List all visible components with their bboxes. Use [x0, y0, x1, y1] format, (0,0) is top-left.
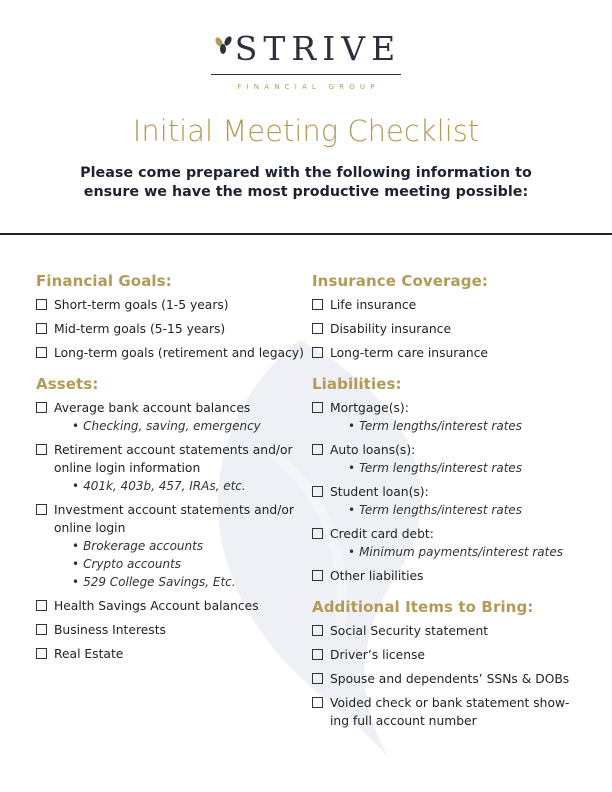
item-detail: • Minimum payments/interest rates	[330, 543, 602, 561]
checklist-item	[36, 320, 308, 338]
intro-line: ensure we have the most productive meeting possible:	[83, 184, 529, 200]
checklist-item	[36, 344, 308, 362]
item-label: Mid-term goals (5-15 years)	[54, 322, 226, 336]
item-detail: • 529 College Savings, Etc.	[54, 573, 308, 591]
checkbox[interactable]	[312, 323, 323, 334]
item-label: Retirement account statements and/or	[54, 443, 293, 457]
checkbox[interactable]	[312, 625, 323, 636]
checklist-item	[36, 296, 308, 314]
checkbox[interactable]	[312, 299, 323, 310]
checkbox[interactable]	[312, 486, 323, 497]
item-label: Investment account statements and/or	[54, 503, 294, 517]
checklist-item	[36, 501, 308, 591]
item-label: Other liabilities	[330, 569, 424, 583]
section-heading: Liabilities:	[312, 375, 402, 393]
logo-rule	[211, 74, 401, 75]
checkbox[interactable]	[36, 299, 47, 310]
checklist-item	[36, 597, 308, 615]
checklist-item	[312, 646, 602, 664]
checkbox[interactable]	[312, 570, 323, 581]
checkbox[interactable]	[36, 402, 47, 413]
checkbox[interactable]	[312, 673, 323, 684]
assets-section	[36, 375, 308, 663]
item-detail: • Crypto accounts	[54, 555, 308, 573]
checkbox[interactable]	[36, 624, 47, 635]
item-detail: • Term lengths/interest rates	[330, 501, 602, 519]
item-label: Auto loans(s):	[330, 443, 416, 457]
checkbox[interactable]	[312, 444, 323, 455]
item-detail: • Term lengths/interest rates	[330, 459, 602, 477]
item-detail: • Brokerage accounts	[54, 537, 308, 555]
checklist-item	[312, 525, 602, 561]
section-heading: Financial Goals:	[36, 272, 172, 290]
right-column	[312, 272, 602, 736]
checklist-item	[312, 441, 602, 477]
item-label: Long-term goals (retirement and legacy)	[54, 346, 304, 360]
checklist-item	[36, 645, 308, 663]
checklist-item	[312, 567, 602, 585]
checklist-item	[312, 344, 602, 362]
checkbox[interactable]	[36, 347, 47, 358]
checkbox[interactable]	[36, 444, 47, 455]
item-label: online login information	[54, 461, 201, 475]
item-label: Long-term care insurance	[330, 346, 488, 360]
item-label: Mortgage(s):	[330, 401, 409, 415]
item-label: online login	[54, 521, 126, 535]
checklist-item	[36, 399, 308, 435]
intro-line: Please come prepared with the following information to	[80, 165, 532, 181]
logo-subtitle: FINANCIAL GROUP	[237, 82, 380, 91]
left-column	[36, 272, 308, 669]
item-label: Spouse and dependents’ SSNs & DOBs	[330, 672, 570, 686]
checkbox[interactable]	[312, 697, 323, 708]
checklist-item	[312, 694, 602, 730]
item-label: Health Savings Account balances	[54, 599, 259, 613]
checklist-item	[312, 670, 602, 688]
financial-goals-section	[36, 272, 308, 362]
checklist-item	[312, 296, 602, 314]
item-label: Credit card debt:	[330, 527, 434, 541]
item-label: Driver’s license	[330, 648, 425, 662]
checkbox[interactable]	[36, 504, 47, 515]
intro-text	[0, 164, 612, 202]
item-label: Short-term goals (1-5 years)	[54, 298, 229, 312]
additional-items-section	[312, 598, 602, 730]
section-heading: Additional Items to Bring:	[312, 598, 534, 616]
divider	[0, 233, 612, 235]
leaf-logo-icon	[211, 34, 237, 64]
checkbox[interactable]	[36, 600, 47, 611]
checklist-item	[36, 621, 308, 639]
page-title: Initial Meeting Checklist	[132, 114, 480, 148]
checklist-item	[312, 622, 602, 640]
checklist-item	[312, 483, 602, 519]
section-heading: Insurance Coverage:	[312, 272, 488, 290]
item-detail: • Term lengths/interest rates	[330, 417, 602, 435]
checkbox[interactable]	[312, 649, 323, 660]
checkbox[interactable]	[312, 402, 323, 413]
liabilities-section	[312, 375, 602, 585]
checkbox[interactable]	[312, 347, 323, 358]
item-label: ing full account number	[330, 714, 477, 728]
item-label: Voided check or bank statement show-	[330, 696, 570, 710]
item-label: Social Security statement	[330, 624, 489, 638]
checkbox[interactable]	[36, 648, 47, 659]
checklist-item	[312, 320, 602, 338]
item-detail: • 401k, 403b, 457, IRAs, etc.	[54, 477, 308, 495]
item-label: Average bank account balances	[54, 401, 251, 415]
item-label: Student loan(s):	[330, 485, 429, 499]
company-logo	[0, 29, 612, 91]
item-label: Real Estate	[54, 647, 124, 661]
section-heading: Assets:	[36, 375, 99, 393]
insurance-section	[312, 272, 602, 362]
item-label: Business Interests	[54, 623, 166, 637]
item-label: Life insurance	[330, 298, 417, 312]
item-detail: • Checking, saving, emergency	[54, 417, 308, 435]
checklist-item	[36, 441, 308, 495]
item-label: Disability insurance	[330, 322, 452, 336]
checklist-item	[312, 399, 602, 435]
logo-name: STRIVE	[234, 29, 402, 68]
checkbox[interactable]	[36, 323, 47, 334]
checkbox[interactable]	[312, 528, 323, 539]
